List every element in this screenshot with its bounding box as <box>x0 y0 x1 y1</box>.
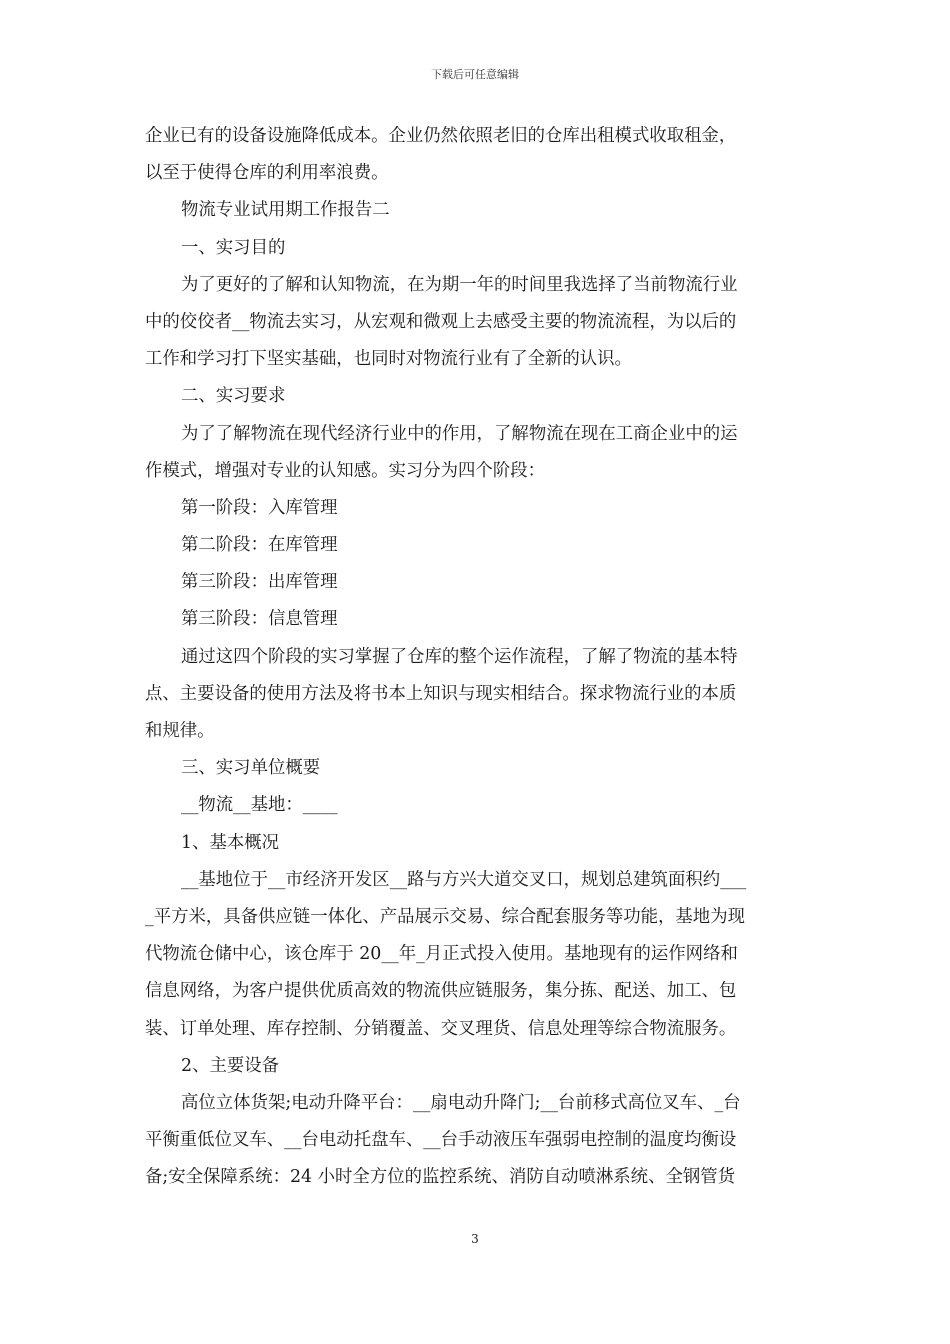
text-line: 物流专业试用期工作报告二 <box>181 200 390 221</box>
text-line: 通过这四个阶段的实习掌握了仓库的整个运作流程，了解了物流的基本特 <box>181 646 738 667</box>
text-line: 三、实习单位概要 <box>181 758 321 779</box>
text-line: 信息网络，为客户提供优质高效的物流供应链服务，集分拣、配送、加工、包 <box>145 981 737 1002</box>
text-line: 第一阶段：入库管理 <box>181 497 338 518</box>
document-body <box>145 118 810 1196</box>
text-line: 代物流仓储中心，该仓库于 20__年_月正式投入使用。基地现有的运作网络和 <box>145 944 738 965</box>
text-line: 工作和学习打下坚实基础，也同时对物流行业有了全新的认识。 <box>145 349 632 370</box>
text-line: 高位立体货架;电动升降平台：__扇电动升降门;__台前移式高位叉车、_台 <box>181 1092 741 1113</box>
page-number: 3 <box>471 1232 479 1246</box>
text-line: 备;安全保障系统：24 小时全方位的监控系统、消防自动喷淋系统、全钢管货 <box>145 1167 736 1188</box>
text-line: 为了更好的了解和认知物流，在为期一年的时间里我选择了当前物流行业 <box>181 274 738 295</box>
text-line: __物流__基地：____ <box>181 795 338 816</box>
text-line: 为了了解物流在现代经济行业中的作用，了解物流在现在工商企业中的运 <box>181 423 738 444</box>
text-line: 第三阶段：信息管理 <box>181 609 338 630</box>
text-line: 中的佼佼者__物流去实习，从宏观和微观上去感受主要的物流流程，为以后的 <box>145 311 737 332</box>
text-line: 点、主要设备的使用方法及将书本上知识与现实相结合。探求物流行业的本质 <box>145 683 737 704</box>
text-line: 第二阶段：在库管理 <box>181 535 338 556</box>
text-line: 装、订单处理、库存控制、分销覆盖、交叉理货、信息处理等综合物流服务。 <box>145 1018 737 1039</box>
page-header-note: 下载后可任意编辑 <box>431 68 519 81</box>
text-line: _平方米，具备供应链一体化、产品展示交易、综合配套服务等功能，基地为现 <box>145 906 745 927</box>
text-line: 作模式，增强对专业的认知感。实习分为四个阶段： <box>145 460 545 481</box>
text-line: 以至于使得仓库的利用率浪费。 <box>145 163 389 184</box>
text-line: 二、实习要求 <box>181 386 286 407</box>
text-line: 1、基本概况 <box>181 832 280 853</box>
text-line: 2、主要设备 <box>181 1055 280 1076</box>
text-line: 和规律。 <box>145 721 215 741</box>
text-line: 一、实习目的 <box>181 237 286 258</box>
text-line: 第三阶段：出库管理 <box>181 572 338 593</box>
text-line: 平衡重低位叉车、__台电动托盘车、__台手动液压车强弱电控制的温度均衡设 <box>145 1130 737 1151</box>
text-line: __基地位于__市经济开发区__路与方兴大道交叉口，规划总建筑面积约___ <box>181 869 747 890</box>
text-line: 企业已有的设备设施降低成本。企业仍然依照老旧的仓库出租模式收取租金， <box>145 126 737 146</box>
